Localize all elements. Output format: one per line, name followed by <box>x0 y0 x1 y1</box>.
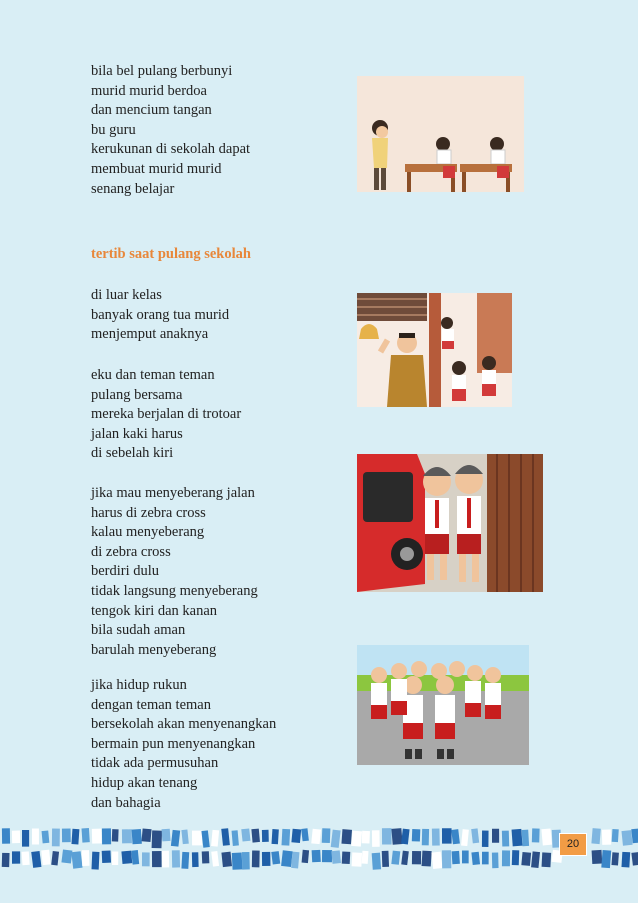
border-tile <box>422 829 429 846</box>
poem-line: jika hidup rukun <box>91 677 187 693</box>
border-tile <box>31 851 41 868</box>
border-tile <box>372 830 380 847</box>
border-tile <box>82 850 90 866</box>
border-tile <box>291 829 301 843</box>
stanza-4 <box>91 484 258 660</box>
border-tile <box>102 851 111 863</box>
decorative-footer-border <box>0 824 638 872</box>
border-tile <box>12 831 20 844</box>
border-tile <box>482 831 489 847</box>
border-tile <box>512 850 519 865</box>
border-tile <box>461 829 469 846</box>
border-tile <box>32 828 39 844</box>
poem-line: banyak orang tua murid <box>91 306 230 323</box>
poem-line: barulah menyeberang <box>91 641 217 658</box>
border-tile <box>621 852 630 868</box>
border-tile <box>482 852 489 865</box>
border-tile <box>142 828 152 842</box>
border-tile <box>152 830 162 848</box>
border-tile <box>252 850 260 867</box>
border-tile <box>142 852 150 866</box>
poem-line: bila sudah aman <box>91 622 186 639</box>
poem-line: dengan teman teman <box>91 696 211 713</box>
poem-line: jalan kaki harus <box>91 425 183 442</box>
border-tile <box>591 828 600 844</box>
border-tile <box>152 851 162 867</box>
poem-line: eku dan teman teman <box>91 367 215 383</box>
poem-line: tidak langsung menyeberang <box>91 582 258 599</box>
border-tile <box>112 829 119 842</box>
border-tile <box>162 851 169 868</box>
poem-line: senang belajar <box>91 180 175 197</box>
border-tile <box>391 851 400 865</box>
border-tile <box>401 829 409 845</box>
border-tile <box>322 850 332 862</box>
border-tile <box>52 829 60 847</box>
border-tile <box>241 828 250 841</box>
border-tile <box>351 831 362 847</box>
border-tile <box>262 830 269 842</box>
border-tile <box>91 852 99 870</box>
border-tile <box>42 831 50 844</box>
poem-line: jika mau menyeberang jalan <box>91 485 255 501</box>
border-tile <box>251 829 260 843</box>
border-tile <box>391 828 402 845</box>
border-tile <box>362 831 370 844</box>
border-tile <box>62 828 71 842</box>
border-tile <box>412 829 421 842</box>
border-tile <box>92 829 102 844</box>
border-tile <box>331 850 341 863</box>
border-tile <box>162 829 171 842</box>
poem-line: tengok kiri dan kanan <box>91 602 218 619</box>
border-tile <box>232 830 239 846</box>
stanza-5 <box>91 676 276 813</box>
border-tile <box>442 828 452 843</box>
border-tile <box>502 850 510 866</box>
border-tile <box>401 851 409 866</box>
border-tile <box>631 852 638 866</box>
border-tile <box>442 850 451 868</box>
border-tile <box>12 851 20 863</box>
border-tile <box>211 851 219 867</box>
poem-line: mereka berjalan di trotoar <box>91 406 242 423</box>
border-tile <box>382 828 392 844</box>
border-tile <box>592 850 603 864</box>
border-tile <box>452 851 460 864</box>
border-tile <box>512 829 523 846</box>
border-tile <box>221 852 232 867</box>
border-tile <box>492 852 499 868</box>
border-tile <box>192 852 199 867</box>
poem-line: bila bel pulang berbunyi <box>91 63 233 79</box>
border-tile <box>621 830 632 846</box>
border-tile <box>471 828 479 843</box>
border-tile <box>211 830 219 847</box>
poem-line: di zebra cross <box>91 543 171 560</box>
poem-line: berdiri dulu <box>91 563 160 580</box>
border-tile <box>22 830 29 847</box>
border-tile <box>412 851 421 864</box>
poem-line: dan mencium tangan <box>91 102 212 119</box>
poem-line: harus di zebra cross <box>91 504 206 521</box>
border-tile <box>542 852 552 867</box>
classroom-illustration <box>357 76 524 192</box>
poem-line: dan bahagia <box>91 794 161 811</box>
border-tile <box>611 852 618 865</box>
poem-line: pulang bersama <box>91 386 183 403</box>
border-tile <box>121 851 132 864</box>
border-tile <box>71 851 82 868</box>
border-tile <box>311 829 321 844</box>
page-number-badge: 20 <box>559 833 587 856</box>
border-tile <box>22 851 30 865</box>
border-tile <box>171 830 180 847</box>
poem-line: di luar kelas <box>91 287 162 303</box>
border-tile <box>82 828 90 843</box>
students-group-illustration <box>357 645 529 765</box>
border-tile <box>262 852 271 866</box>
poem-line: tidak ada permusuhan <box>91 755 219 772</box>
border-tile <box>41 850 50 865</box>
poem-line: membuat murid murid <box>91 160 222 177</box>
border-tile <box>492 829 499 843</box>
school-gate-illustration <box>357 293 512 407</box>
border-tile <box>612 829 619 842</box>
border-tile <box>202 851 210 863</box>
border-tile <box>282 829 291 846</box>
border-tile <box>302 850 310 863</box>
border-tile <box>312 850 321 862</box>
border-tile <box>502 831 509 847</box>
border-tile <box>112 851 118 865</box>
border-tile <box>131 850 139 865</box>
border-tile <box>532 828 540 842</box>
border-tile <box>271 851 280 864</box>
border-tile <box>192 831 202 846</box>
border-tile <box>102 828 111 844</box>
poem-line: bersekolah akan menyenangkan <box>91 716 277 733</box>
border-tile <box>541 828 552 845</box>
border-tile <box>172 850 180 867</box>
poem-line: kerukunan di sekolah dapat <box>91 141 251 158</box>
border-tile <box>322 828 331 843</box>
border-tile <box>522 830 529 847</box>
stanza-1 <box>91 62 250 199</box>
border-tile <box>462 850 469 863</box>
border-tile <box>531 851 540 868</box>
border-tile <box>271 829 278 844</box>
section-heading: tertib saat pulang sekolah <box>91 246 251 262</box>
poem-line: kalau menyeberang <box>91 524 205 541</box>
border-tile <box>431 852 442 869</box>
border-tile <box>341 829 352 844</box>
border-tile <box>422 851 432 867</box>
border-tile <box>352 852 362 866</box>
border-tile <box>281 850 293 867</box>
border-tile <box>362 851 369 864</box>
poem-line: bu guru <box>91 121 136 138</box>
stanza-3 <box>91 366 241 464</box>
border-tile <box>342 852 351 865</box>
poem-line: murid murid berdoa <box>91 82 207 99</box>
border-tile <box>521 852 531 866</box>
poem-line: hidup akan tenang <box>91 774 198 791</box>
poem-line: menjemput anaknya <box>91 326 209 343</box>
border-tile <box>301 828 309 841</box>
border-tile <box>221 828 230 846</box>
border-tile <box>201 830 209 847</box>
stanza-2 <box>91 286 229 345</box>
poem-line: bermain pun menyenangkan <box>91 735 256 752</box>
border-tile <box>71 829 79 845</box>
border-tile <box>181 852 189 869</box>
border-tile <box>331 830 341 848</box>
sidewalk-illustration <box>357 454 543 592</box>
border-tile <box>61 849 72 863</box>
poem-line: di sebelah kiri <box>91 445 174 462</box>
border-tile <box>232 853 243 870</box>
border-tile <box>242 852 250 870</box>
border-tile <box>122 829 132 843</box>
border-tile <box>601 850 611 868</box>
border-tile <box>2 828 10 843</box>
border-tile <box>2 853 10 867</box>
border-tile <box>602 829 611 844</box>
border-tile <box>451 829 460 844</box>
border-tile <box>382 851 389 867</box>
border-tile <box>372 853 381 870</box>
border-tile <box>51 851 59 865</box>
border-tile <box>291 852 299 869</box>
border-tile <box>471 852 480 865</box>
border-tile <box>181 829 188 844</box>
border-tile <box>132 829 142 844</box>
border-tile <box>631 828 638 843</box>
border-tile <box>432 828 440 845</box>
